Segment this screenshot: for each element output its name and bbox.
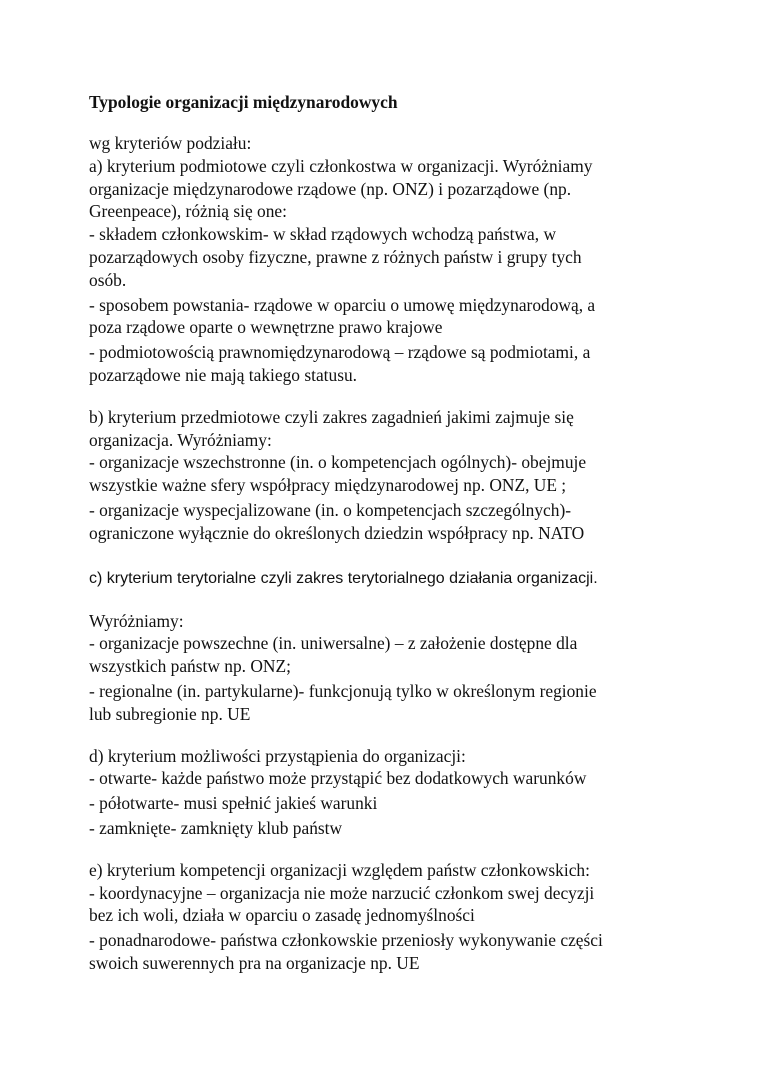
section-c-item1-line: - regionalne (in. partykularne)- funkcjonują tylko w określonym regionie bbox=[89, 680, 597, 701]
section-e-line: bez ich woli, działa w oparciu o zasadę jednomyślności bbox=[89, 905, 475, 926]
section-d-item1-line: - półotwarte- musi spełnić jakieś warunki bbox=[89, 793, 378, 814]
section-c-item1-line: lub subregionie np. UE bbox=[89, 703, 251, 724]
section-c-intro bbox=[89, 610, 699, 678]
section-b-item1-line: - organizacje wszechstronne (in. o kompetencjach ogólnych)- obejmuje bbox=[89, 452, 587, 473]
document-page bbox=[89, 91, 699, 975]
section-a-item1-line: - składem członkowskim- w skład rządowych wchodzą państwa, w bbox=[89, 224, 556, 245]
section-c-heading: c) kryterium terytorialne czyli zakres terytorialnego działania organizacji. bbox=[89, 569, 598, 587]
section-c bbox=[89, 568, 699, 726]
section-d-item2 bbox=[89, 817, 699, 840]
section-d-item1 bbox=[89, 792, 699, 815]
section-d-intro bbox=[89, 745, 699, 791]
section-a-line: a) kryterium podmiotowe czyli członkostwa w organizacji. Wyróżniamy bbox=[89, 155, 593, 176]
section-e-line: e) kryterium kompetencji organizacji względem państw członkowskich: bbox=[89, 859, 590, 880]
section-a-line: Greenpeace), różnią się one: bbox=[89, 201, 287, 222]
section-a-line: organizacje międzynarodowe rządowe (np. ONZ) i pozarządowe (np. bbox=[89, 178, 572, 199]
document-title: Typologie organizacji międzynarodowych bbox=[89, 92, 398, 112]
section-b-item2-line: ograniczone wyłącznie do określonych dziedzin współpracy np. NATO bbox=[89, 522, 585, 543]
section-e-item1-line: swoich suwerennych pra na organizacje np. UE bbox=[89, 952, 420, 973]
section-a bbox=[89, 132, 699, 387]
section-e-intro bbox=[89, 859, 699, 927]
section-e-item1-line: - ponadnarodowe- państwa członkowskie przeniosły wykonywanie części bbox=[89, 930, 603, 951]
section-d-line: d) kryterium możliwości przystąpienia do organizacji: bbox=[89, 745, 466, 766]
intro-line: wg kryteriów podziału: bbox=[89, 133, 252, 153]
section-d-line: - otwarte- każde państwo może przystąpić bez dodatkowych warunków bbox=[89, 768, 587, 789]
section-d bbox=[89, 745, 699, 840]
section-b-item2 bbox=[89, 499, 699, 545]
section-d-item2-line: - zamknięte- zamknięty klub państw bbox=[89, 817, 343, 838]
section-a-item3 bbox=[89, 341, 699, 387]
section-a-item2-line: - sposobem powstania- rządowe w oparciu o umowę międzynarodową, a bbox=[89, 294, 596, 315]
section-b-line: b) kryterium przedmiotowe czyli zakres zagadnień jakimi zajmuje się bbox=[89, 406, 574, 427]
section-b-item2-line: - organizacje wyspecjalizowane (in. o kompetencjach szczególnych)- bbox=[89, 499, 572, 520]
section-a-item3-line: pozarządowe nie mają takiego statusu. bbox=[89, 364, 358, 385]
section-e-item1 bbox=[89, 929, 699, 975]
section-c-line: - organizacje powszechne (in. uniwersalne) – z założenie dostępne dla bbox=[89, 633, 578, 654]
section-b-line: organizacja. Wyróżniamy: bbox=[89, 429, 272, 450]
section-b-intro bbox=[89, 406, 699, 497]
section-e bbox=[89, 859, 699, 975]
section-a-item3-line: - podmiotowością prawnomiędzynarodową – rządowe są podmiotami, a bbox=[89, 342, 591, 363]
section-a-item1-line: osób. bbox=[89, 269, 127, 290]
section-b bbox=[89, 406, 699, 545]
section-c-item1 bbox=[89, 680, 699, 726]
section-a-intro bbox=[89, 155, 699, 292]
section-e-line: - koordynacyjne – organizacja nie może narzucić członkom swej decyzji bbox=[89, 882, 595, 903]
section-c-line: wszystkich państw np. ONZ; bbox=[89, 656, 291, 677]
section-c-line: Wyróżniamy: bbox=[89, 610, 184, 631]
section-a-item1-line: pozarządowych osoby fizyczne, prawne z różnych państw i grupy tych bbox=[89, 246, 582, 267]
section-a-item2 bbox=[89, 294, 699, 340]
section-b-item1-line: wszystkie ważne sfery współpracy międzynarodowej np. ONZ, UE ; bbox=[89, 475, 567, 496]
section-a-item2-line: poza rządowe oparte o wewnętrzne prawo krajowe bbox=[89, 317, 443, 338]
